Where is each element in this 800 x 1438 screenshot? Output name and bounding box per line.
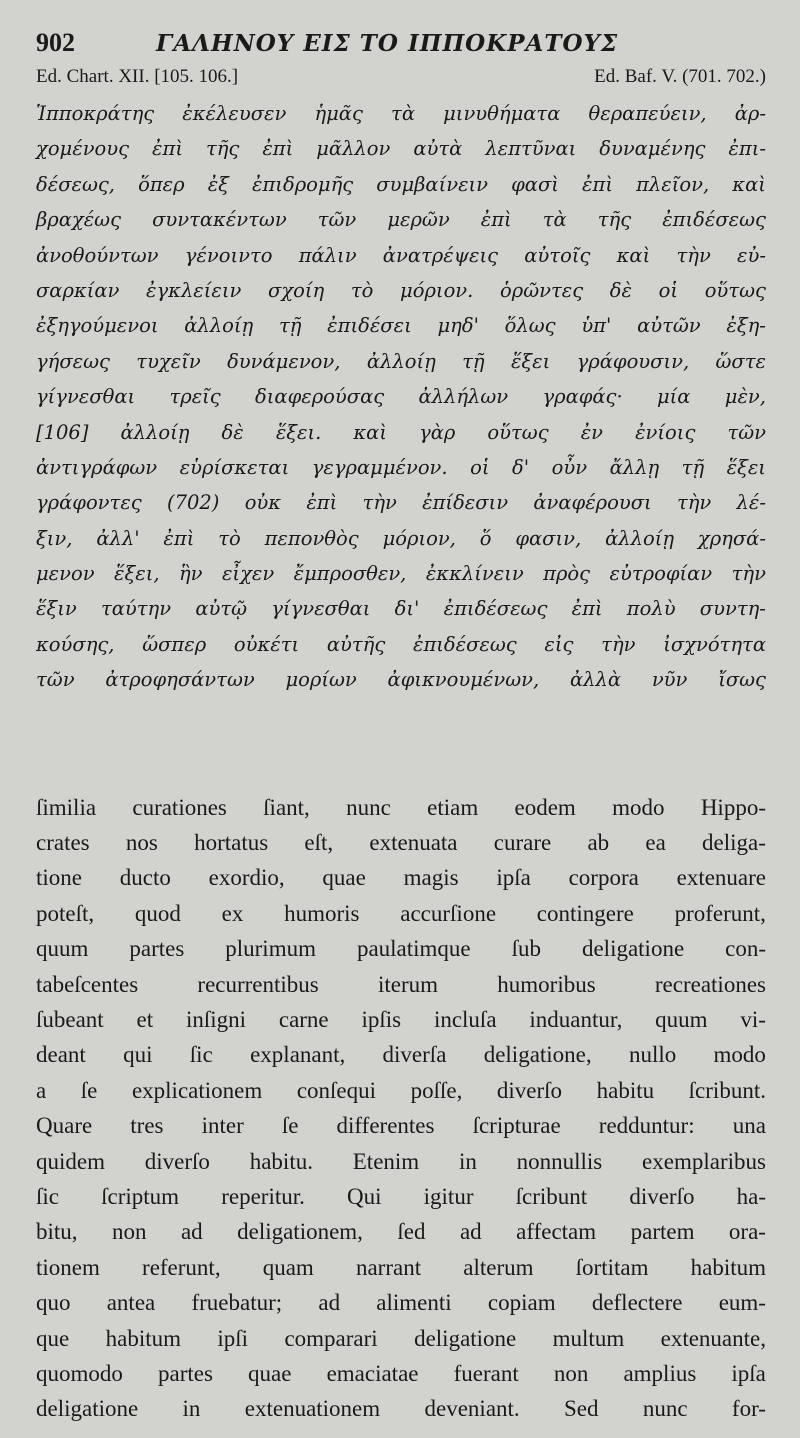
page-header (36, 28, 766, 64)
edition-line (36, 66, 766, 92)
latin-text-line: ſimilia curationes ſiant, nunc etiam eodem modo Hippo- (36, 794, 766, 820)
greek-text-line: βραχέως συντακέντων τῶν μερῶν ἐπὶ τὰ τῆς ἐπιδέσεως (36, 208, 766, 232)
latin-text-line: quo antea fruebatur; ad alimenti copiam deflectere eum- (36, 1290, 766, 1316)
latin-text-line: poteſt, quod ex humoris accurſione contingere proferunt, (36, 900, 766, 926)
latin-text-line: deant qui ſic explanant, diverſa deligatione, nullo modo (36, 1042, 766, 1068)
greek-text-block (36, 96, 766, 698)
latin-text-line: bitu, non ad deligationem, ſed ad affectam partem ora- (36, 1219, 766, 1245)
edition-reference-left: Ed. Chart. XII. [105. 106.] (36, 66, 239, 87)
latin-text-block (36, 790, 766, 1427)
greek-text-line: κούσης, ὥσπερ οὐκέτι αὐτῆς ἐπιδέσεως εἰς τὴν ἰσχνότητα (36, 632, 766, 656)
latin-text-line: tionem referunt, quam narrant alterum ſortitam habitum (36, 1254, 766, 1280)
greek-text-line: ἐξηγούμενοι ἀλλοίῃ τῇ ἐπιδέσει μηδ' ὅλως ὑπ' αὐτῶν ἐξη- (36, 314, 766, 338)
greek-text-line: ἀντιγράφων εὑρίσκεται γεγραμμένον. οἱ δ' οὖν ἄλλῃ τῇ ἕξει (36, 455, 766, 479)
edition-reference-right: Ed. Baf. V. (701. 702.) (594, 66, 766, 87)
greek-text-line: [106] ἀλλοίῃ δὲ ἕξει. καὶ γὰρ οὕτως ἐν ἐνίοις τῶν (36, 420, 766, 444)
greek-text-line: σαρκίαν ἐγκλείειν σχοίη τὸ μόριον. ὁρῶντες δὲ οἱ οὕτως (36, 278, 766, 302)
greek-text-line: δέσεως, ὅπερ ἐξ ἐπιδρομῆς συμβαίνειν φασὶ ἐπὶ πλεῖον, καὶ (36, 172, 766, 196)
greek-text-line: γίγνεσθαι τρεῖς διαφερούσας ἀλλήλων γραφάς· μία μὲν, (36, 385, 766, 409)
greek-text-line: γράφοντες (702) οὐκ ἐπὶ τὴν ἐπίδεσιν ἀναφέρουσι τὴν λέ- (36, 491, 766, 515)
latin-text-line: quidem diverſo habitu. Etenim in nonnullis exemplaribus (36, 1148, 766, 1174)
latin-text-line: Quare tres inter ſe differentes ſcripturae redduntur: una (36, 1113, 766, 1139)
running-title: ΓΑΛΗΝΟΥ ΕΙΣ ΤΟ ΙΠΠΟΚΡΑΤΟΥΣ (156, 30, 619, 57)
latin-text-line: crates nos hortatus eſt, extenuata curare ab ea deliga- (36, 830, 766, 856)
latin-text-line: ſic ſcriptum reperitur. Qui igitur ſcribunt diverſo ha- (36, 1183, 766, 1209)
latin-text-line: tabeſcentes recurrentibus iterum humoribus recreationes (36, 971, 766, 997)
greek-text-line: ἀνοθούντων γένοιντο πάλιν ἀνατρέψεις αὐτοῖς καὶ τὴν εὐ- (36, 243, 766, 267)
greek-text-line: χομένους ἐπὶ τῆς ἐπὶ μᾶλλον αὐτὰ λεπτῦναι δυναμένης ἐπι- (36, 137, 766, 161)
greek-text-line: ξιν, ἀλλ' ἐπὶ τὸ πεπονθὸς μόριον, ὅ φασιν, ἀλλοίῃ χρησά- (36, 526, 766, 550)
latin-text-line: a ſe explicationem conſequi poſſe, diverſo habitu ſcribunt. (36, 1077, 766, 1103)
latin-text-line: ſubeant et inſigni carne ipſis incluſa induantur, quum vi- (36, 1006, 766, 1032)
latin-text-line: que habitum ipſi comparari deligatione multum extenuante, (36, 1325, 766, 1351)
greek-text-line: τῶν ἀτροφησάντων μορίων ἀφικνουμένων, ἀλλὰ νῦν ἴσως (36, 668, 766, 692)
greek-text-line: γήσεως τυχεῖν δυνάμενον, ἀλλοίῃ τῇ ἕξει γράφουσιν, ὥστε (36, 349, 766, 373)
section-gap (36, 698, 766, 790)
latin-text-line: quum partes plurimum paulatimque ſub deligatione con- (36, 936, 766, 962)
latin-text-line: quomodo partes quae emaciatae fuerant non amplius ipſa (36, 1360, 766, 1386)
latin-text-line: deligatione in extenuationem deveniant. Sed nunc for- (36, 1396, 766, 1422)
page-number: 902 (36, 28, 75, 57)
latin-text-line: tione ducto exordio, quae magis ipſa corpora extenuare (36, 865, 766, 891)
greek-text-line: μενον ἕξει, ἣν εἶχεν ἔμπροσθεν, ἐκκλίνειν πρὸς εὐτροφίαν τὴν (36, 562, 766, 586)
greek-text-line: Ἱπποκράτης ἐκέλευσεν ἡμᾶς τὰ μινυθήματα θεραπεύειν, ἀρ- (36, 102, 766, 125)
greek-text-line: ἕξιν ταύτην αὐτῷ γίγνεσθαι δι' ἐπιδέσεως ἐπὶ πολὺ συντη- (36, 597, 766, 621)
